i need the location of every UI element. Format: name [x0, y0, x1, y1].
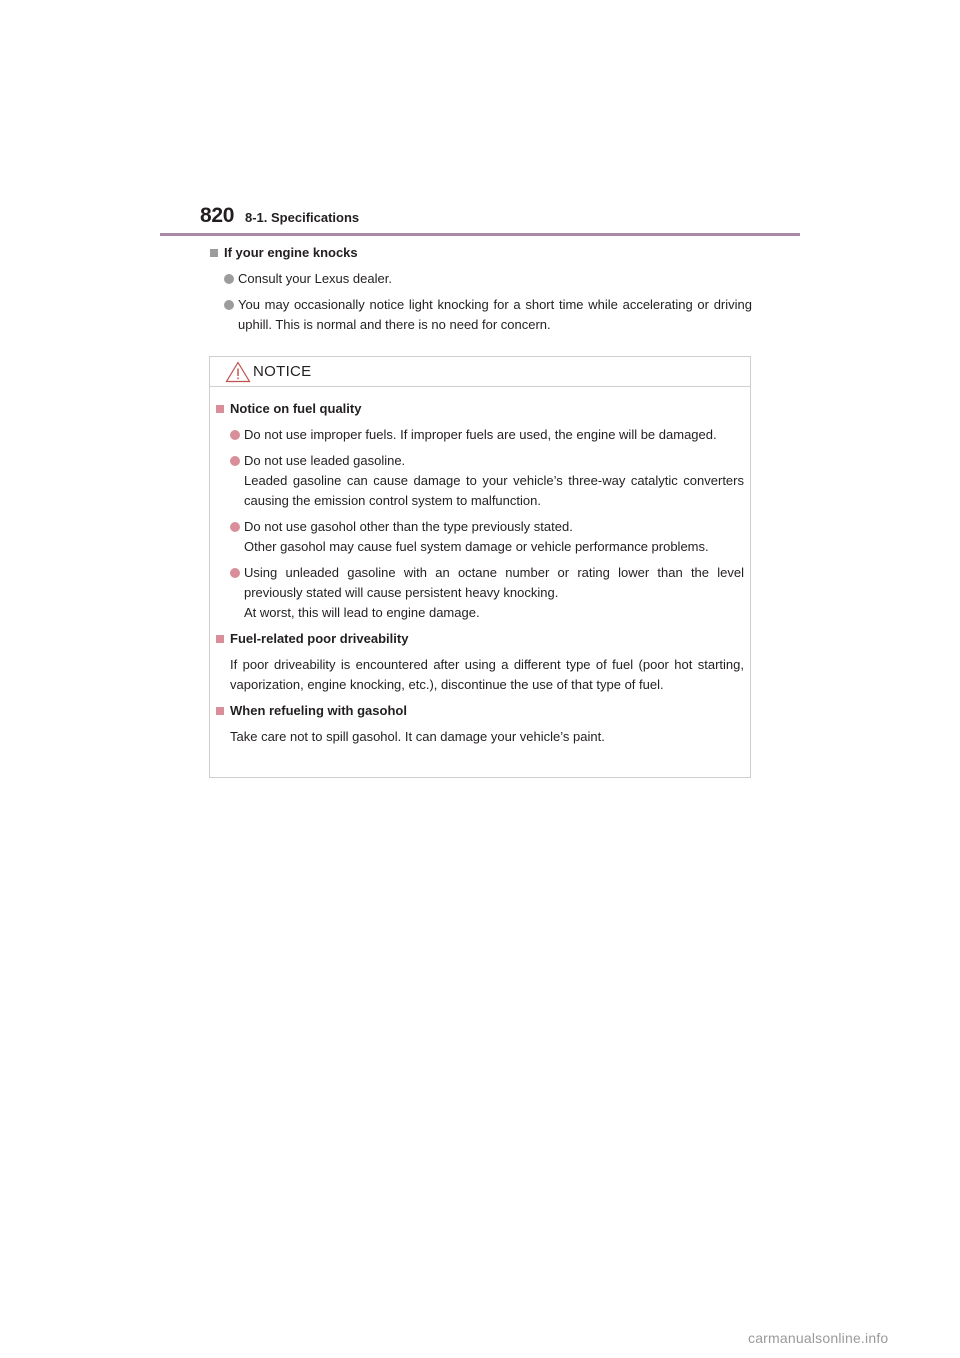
- fuel-quality-heading: Notice on fuel quality: [216, 399, 744, 419]
- gasohol-heading: When refueling with gasohol: [216, 701, 744, 721]
- list-item: Using unleaded gasoline with an octane number or rating lower than the level previously stated will cause persistent heavy knocking. At worst, this will lead to engine damage.: [216, 563, 744, 623]
- page-number: 820: [200, 204, 235, 227]
- list-item: Consult your Lexus dealer.: [210, 269, 752, 289]
- bullet-dot-icon: [230, 522, 240, 532]
- driveability-heading: Fuel-related poor driveability: [216, 629, 744, 649]
- list-item: Do not use leaded gasoline. Leaded gasoline can cause damage to your vehicle’s three-way catalytic converters causing the emission control system to malfunction.: [216, 451, 744, 511]
- bullet-dot-icon: [230, 568, 240, 578]
- engine-knocks-heading: If your engine knocks: [210, 243, 752, 263]
- square-bullet-icon: [216, 707, 224, 715]
- notice-header: [210, 357, 750, 387]
- list-item: Do not use gasohol other than the type previously stated. Other gasohol may cause fuel system damage or vehicle performance problems.: [216, 517, 744, 557]
- warning-triangle-icon: [225, 361, 251, 383]
- square-bullet-icon: [216, 635, 224, 643]
- bullet-dot-icon: [230, 430, 240, 440]
- bullet-dot-icon: [230, 456, 240, 466]
- notice-title: NOTICE: [253, 363, 312, 380]
- section-title: 8-1. Specifications: [245, 210, 360, 225]
- gasohol-text: Take care not to spill gasohol. It can damage your vehicle’s paint.: [230, 729, 605, 744]
- watermark: carmanualsonline.info: [748, 1330, 889, 1346]
- page-header: [160, 203, 800, 236]
- square-bullet-icon: [216, 405, 224, 413]
- engine-knocks-section: [210, 243, 752, 335]
- notice-body: [216, 399, 744, 747]
- list-item: You may occasionally notice light knocking for a short time while accelerating or driving uphill. This is normal and there is no need for concern.: [210, 295, 752, 335]
- list-item: Do not use improper fuels. If improper fuels are used, the engine will be damaged.: [216, 425, 744, 445]
- driveability-text: If poor driveability is encountered after using a different type of fuel (poor hot starting, vaporization, engine knocking, etc.), discontinue the use of that type of fuel.: [230, 657, 744, 692]
- square-bullet-icon: [210, 249, 218, 257]
- notice-box: [209, 356, 751, 778]
- bullet-dot-icon: [224, 300, 234, 310]
- bullet-dot-icon: [224, 274, 234, 284]
